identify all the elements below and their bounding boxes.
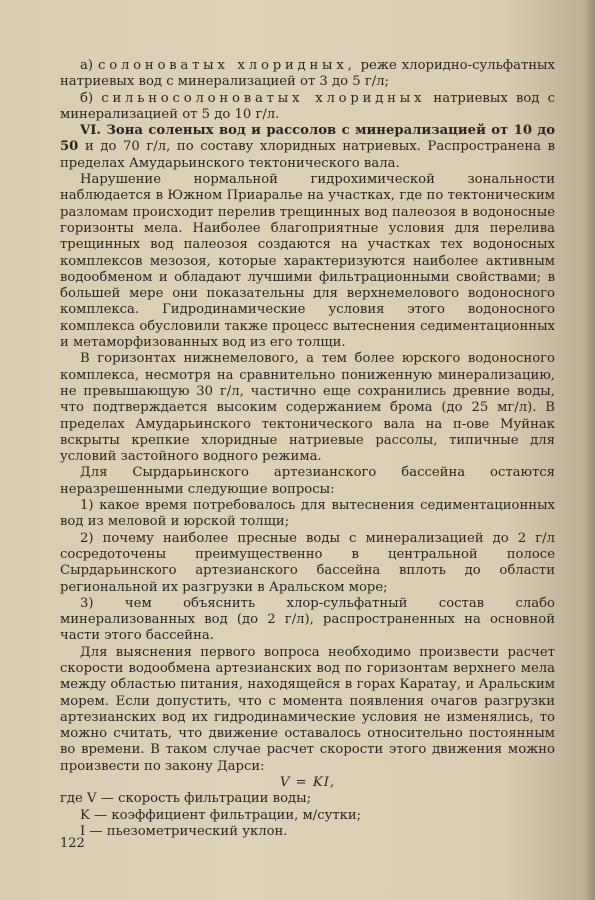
item-a-rest: реже хлоридно-сульфатных натриевых вод с минерализацией от 3 до 5 г/л;: [60, 58, 555, 90]
item-a-spaced: солоноватых хлоридных,: [98, 58, 356, 73]
paragraph-lower-cretaceous: В горизонтах нижнемелового, а тем более юрского водоносного комплекса, несмотря на сравнительно пониженную минерализацию, не превышающую 30 г/л, частично еще сохранились древние воды, что подтверждается высоким содержанием брома (до 25 мг/л). В пределах Амударьинского тектонического вала на п-ове Муйнак вскрыты крепкие хлоридные натриевые рассолы, типичные для условий застойного водного режима.: [60, 351, 555, 465]
paragraph-zonality: Нарушение нормальной гидрохимической зональности наблюдается в Южном Приаралье на участках, где по тектоническим разломам происходит перелив трещинных вод палеозоя в водоносные горизонты мела. Наиболее благоприятные условия для перелива трещинных вод палеозоя создаются на участках тех водоносных комплексов мезозоя, которые характеризуются наиболее активным водообменом и обладают лучшими фильтрационными свойствами; в большей мере они показательны для верхнемелового водоносного комплекса. Гидродинамические условия этого водоносного комплекса обусловили также процесс вытеснения седиментационных и метаморфизованных вод из его толщи.: [60, 172, 555, 351]
item-a: [60, 58, 555, 91]
definition-i: I — пьезометрический уклон.: [80, 823, 288, 839]
item-b-lead: б): [80, 90, 102, 106]
question-3: 3) чем объяснить хлор-сульфатный состав слабо минерализованных вод (до 2 г/л), распространенных на основной части этого бассейна.: [60, 595, 555, 644]
paragraph-darcy: Для выяснения первого вопроса необходимо произвести расчет скорости водообмена артезианских вод по горизонтам верхнего мела между областью питания, находящейся в горах Каратау, и Аральским морем. Если допустить, что с момента появления очагов разгрузки артезианских вод их гидродинамические условия не изменялись, то можно считать, что движение оставалось относительно постоянным во времени. В таком случае расчет скорости этого движения можно произвести по закону Дарси:: [60, 644, 555, 774]
zone-vi-paragraph: [60, 123, 555, 172]
definition-v: где V — скорость фильтрации воды;: [60, 791, 312, 807]
question-1: 1) какое время потребовалось для вытеснения седиментационных вод из меловой и юрской толщи;: [60, 498, 555, 530]
item-b-spaced: сильносолоноватых хлоридных: [101, 90, 426, 106]
zone-vi-heading: VI. Зона соленых вод и рассолов с минерализацией от 10 до 50: [60, 123, 555, 155]
item-a-lead: а): [80, 58, 99, 73]
page-edge-shadow: [585, 0, 595, 900]
question-2: 2) почему наиболее пресные воды с минерализацией до 2 г/л сосредоточены преимущественно в центральной полосе Сырдарьинского артезианского бассейна вплоть до области региональной их разгрузки в Аральском море;: [60, 530, 555, 595]
item-b-rest: натриевых вод с минерализацией от 5 до 10 г/л.: [60, 90, 556, 122]
definition-k: K — коэффициент фильтрации, м/сутки;: [80, 807, 362, 823]
paragraph-questions-intro: Для Сырдарьинского артезианского бассейна остаются неразрешенными следующие вопросы:: [60, 465, 555, 497]
page-number: 122: [60, 836, 85, 851]
page-body: [60, 58, 555, 840]
item-b: [60, 91, 555, 124]
darcy-formula: V = KI,: [279, 775, 336, 791]
zone-vi-text: и до 70 г/л, по составу хлоридных натриевых. Распространена в пределах Амударьинского тектонического вала.: [60, 139, 555, 171]
